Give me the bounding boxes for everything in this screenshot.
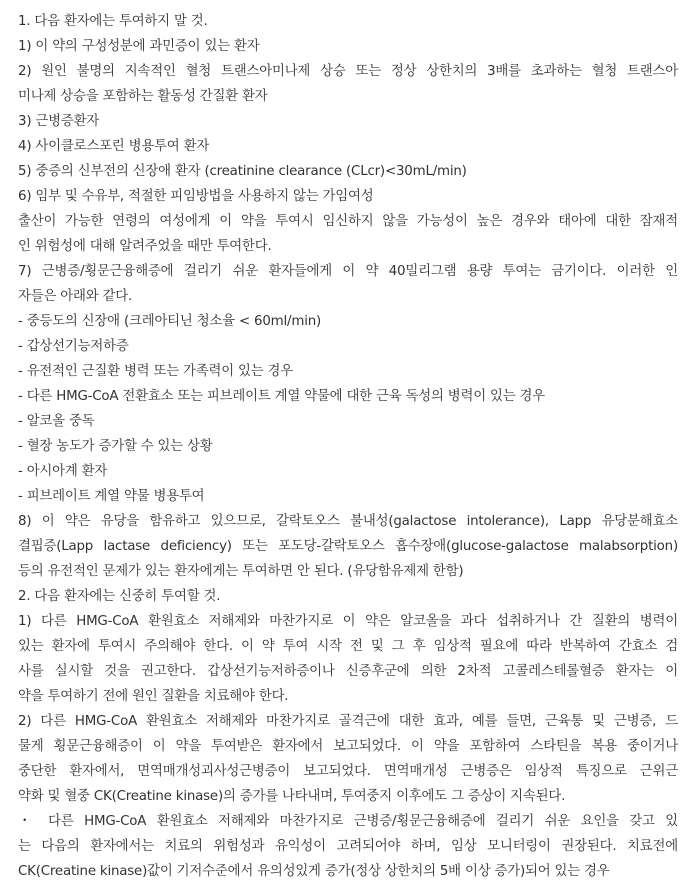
text-line: 2) 원인 불명의 지속적인 혈청 트랜스아미나제 상승 또는 정상 상한치의 3배를 초과하는 혈청 트랜스아 — [18, 64, 678, 79]
list-item: - 아시아계 환자 — [18, 464, 108, 479]
list-item: - 갑상선기능저하증 — [18, 339, 129, 354]
list-item: - 알코올 중독 — [18, 414, 95, 429]
text-line: 출산이 가능한 연령의 여성에게 이 약을 투여시 임신하지 않을 가능성이 높은 경우와 태아에 대한 잠재적 — [18, 214, 678, 229]
text-line: 중단한 환자에서, 면역매개성괴사성근병증이 보고되었다. 면역매개성 근병증은 임상적 특징으로 근위근 — [18, 764, 678, 779]
list-item: - 혈장 농도가 증가할 수 있는 상황 — [18, 439, 213, 454]
text-line: 미나제 상승을 포함하는 활동성 간질환 환자 — [18, 89, 268, 104]
text-line: 6) 임부 및 수유부, 적절한 피임방법을 사용하지 않는 가임여성 — [18, 189, 374, 204]
list-item: - 피브레이트 계열 약물 병용투여 — [18, 489, 205, 504]
text-line: 자들은 아래와 같다. — [18, 289, 133, 304]
text-line: CK(Creatine kinase)값이 기저수준에서 유의성있게 증가(정상 상한치의 5배 이상 증가)되어 있는 경우 — [18, 864, 610, 879]
text-line: 는 다음의 환자에서는 치료의 위험성과 유익성이 고려되어야 하며, 임상 모니터링이 권장된다. 치료전에 — [18, 839, 678, 854]
text-line: 8) 이 약은 유당을 함유하고 있으므로, 갈락토오스 불내성(galactose intolerance), Lapp 유당분해효소 — [18, 514, 678, 529]
text-line: 결핍증(Lapp lactase deficiency) 또는 포도당-갈락토오스 흡수장애(glucose-galactose malabsorption) — [18, 539, 678, 554]
text-line: 물게 횡문근융해증이 이 약을 투여받은 환자에서 보고되었다. 이 약을 포함하여 스타틴을 복용 중이거나 — [18, 739, 678, 754]
document-body — [18, 9, 678, 884]
section-heading-precautions: 2. 다음 환자에는 신중히 투여할 것. — [18, 589, 221, 604]
text-line: 7) 근병증/횡문근융해증에 걸리기 쉬운 환자들에게 이 약 40밀리그램 용량 투여는 금기이다. 이러한 인 — [18, 264, 678, 279]
text-line: 약화 및 혈중 CK(Creatine kinase)의 증가를 나타내며, 투여중지 이후에도 그 증상이 지속된다. — [18, 789, 566, 804]
list-item: - 유전적인 근질환 병력 또는 가족력이 있는 경우 — [18, 364, 293, 379]
text-line: 사를 실시할 것을 권고한다. 갑상선기능저하증이나 신증후군에 의한 2차적 고콜레스테롤혈증 환자는 이 — [18, 664, 678, 679]
text-line: 1) 다른 HMG-CoA 환원효소 저해제와 마찬가지로 이 약은 알코올을 과다 섭취하거나 간 질환의 병력이 — [18, 614, 678, 629]
bullet-item: ・ 다른 HMG-CoA 환원효소 저해제와 마찬가지로 근병증/횡문근융해증에 걸리기 쉬운 요인을 갖고 있 — [18, 814, 678, 829]
text-line: 2) 다른 HMG-CoA 환원효소 저해제와 마찬가지로 골격근에 대한 효과, 예를 들면, 근육통 및 근병증, 드 — [18, 714, 678, 729]
text-line: 약을 투여하기 전에 원인 질환을 치료해야 한다. — [18, 689, 289, 704]
list-item: - 다른 HMG-CoA 전환효소 또는 피브레이트 계열 약물에 대한 근육 독성의 병력이 있는 경우 — [18, 389, 546, 404]
text-line: 3) 근병증환자 — [18, 114, 100, 129]
text-line: 4) 사이클로스포린 병용투여 환자 — [18, 139, 210, 154]
text-line: 등의 유전적인 문제가 있는 환자에게는 투여하면 안 된다. (유당함유제제 한함) — [18, 564, 464, 579]
text-line: 5) 중증의 신부전의 신장애 환자 (creatinine clearance (CLcr)<30mL/min) — [18, 164, 467, 179]
text-line: 있는 환자에 투여시 주의해야 한다. 이 약 투여 시작 전 및 그 후 임상적 필요에 따라 반복하여 간효소 검 — [18, 639, 678, 654]
text-line: 인 위험성에 대해 알려주었을 때만 투여한다. — [18, 239, 272, 254]
text-line: 1) 이 약의 구성성분에 과민증이 있는 환자 — [18, 39, 260, 54]
section-heading-contraindications: 1. 다음 환자에는 투여하지 말 것. — [18, 14, 208, 29]
list-item: - 중등도의 신장애 (크레아티닌 청소율 < 60ml/min) — [18, 314, 322, 329]
